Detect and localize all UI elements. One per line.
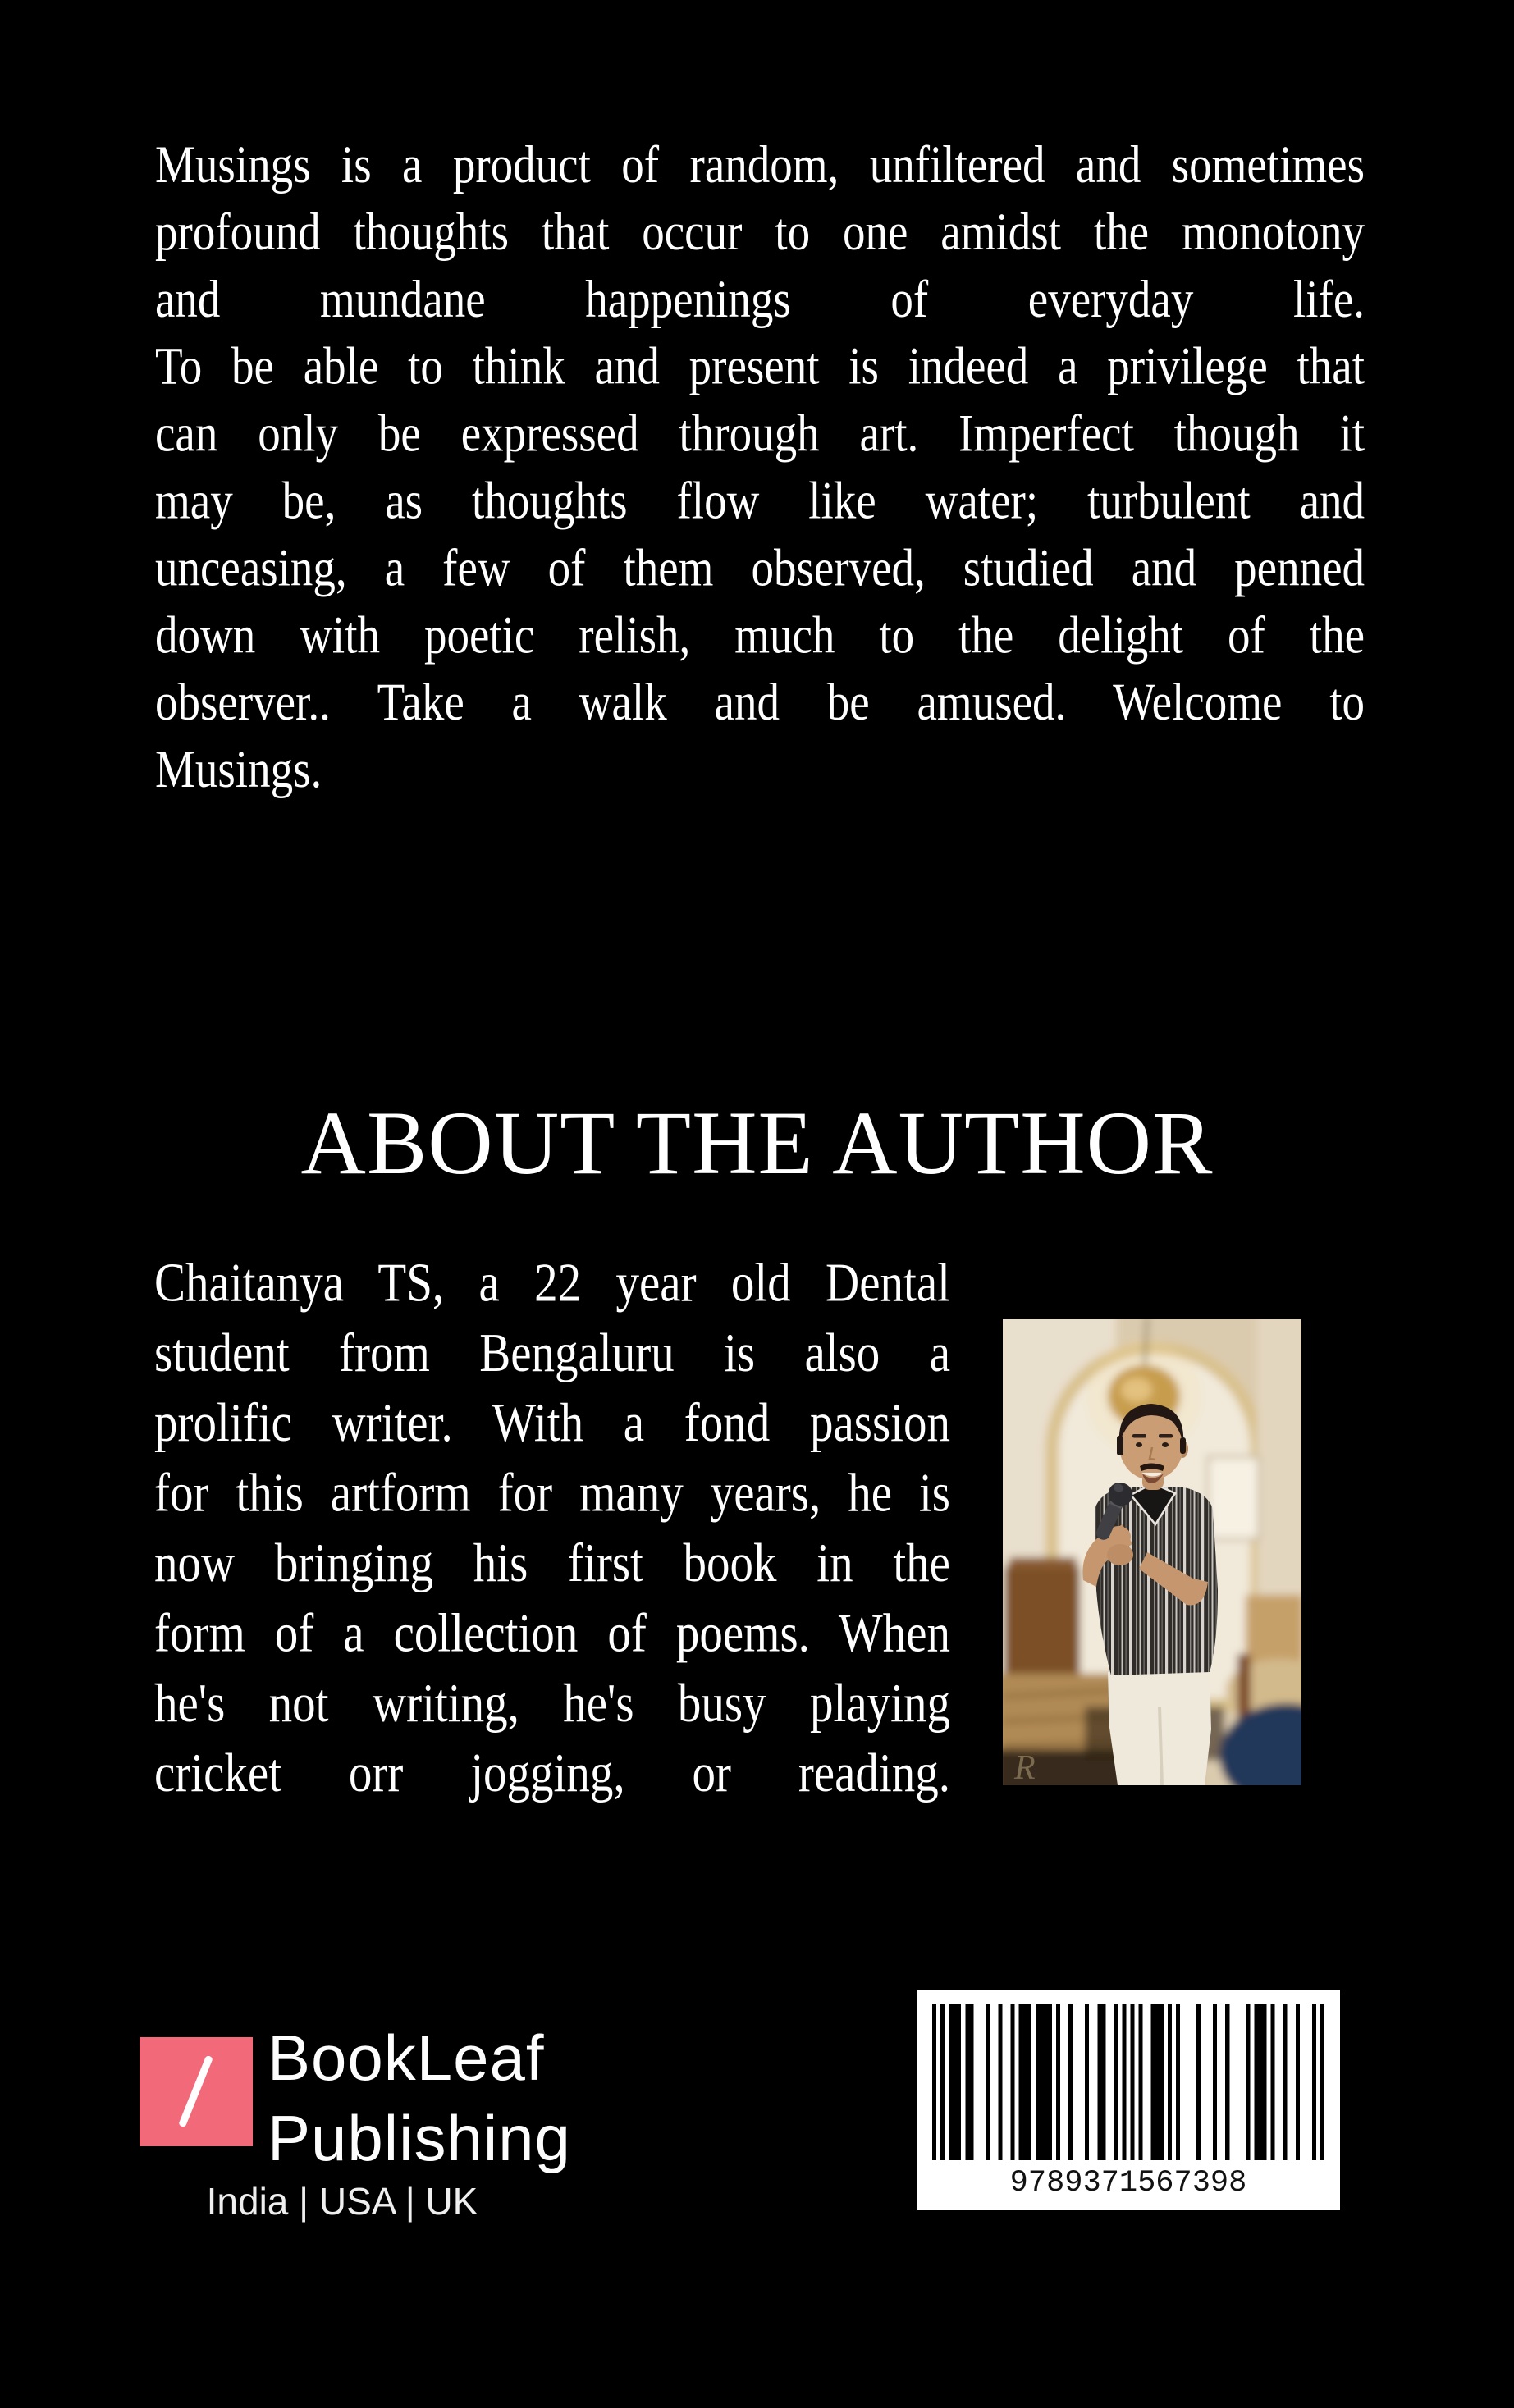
bio-line: now bringing his first book in the [154,1533,950,1594]
synopsis-line: Musings. [155,739,322,799]
bio-line: Chaitanya TS, a 22 year old Dental [154,1252,950,1314]
bio-line: cricket orr jogging, or reading. [154,1743,950,1804]
synopsis-line: unceasing, a few of them observed, studied and penned [155,538,1365,597]
synopsis-line: and mundane happenings of everyday life. [155,269,1365,328]
synopsis-line: To be able to think and present is indeed a privilege that [155,336,1365,395]
isbn-barcode [917,1990,1340,2210]
bio-line: student from Bengaluru is also a [154,1323,950,1383]
bio-line: prolific writer. With a fond passion [154,1392,950,1454]
synopsis-line: can only be expressed through art. Imperfect though it [155,404,1365,463]
about-the-author-heading: ABOUT THE AUTHOR [300,1093,1214,1193]
barcode-bars [932,2004,1324,2160]
bookleaf-logo [140,2037,253,2146]
publisher-regions: India | USA | UK [206,2180,478,2223]
publisher-name [268,2017,571,2178]
publisher-name-line1: BookLeaf [268,2022,545,2094]
synopsis-line: observer.. Take a walk and be amused. Welcome to [155,672,1365,732]
synopsis [155,131,1365,803]
bio-line: form of a collection of poems. When [154,1602,950,1664]
synopsis-line: Musings is a product of random, unfiltered and sometimes [155,135,1365,194]
bio-line: for this artform for many years, he is [154,1463,950,1524]
synopsis-line: down with poetic relish, much to the delight of the [155,605,1365,665]
bio-line: he's not writing, he's busy playing [154,1673,950,1734]
author-photo [1003,1319,1301,1785]
author-bio [154,1248,950,1808]
slash-icon [178,2055,213,2128]
publisher-name-line2: Publishing [268,2102,571,2174]
synopsis-line: profound thoughts that occur to one amidst the monotony [155,202,1365,261]
synopsis-line: may be, as thoughts flow like water; turbulent and [155,471,1365,530]
photographer-watermark: R [1014,1749,1036,1785]
barcode-number: 9789371567398 [1009,2166,1247,2200]
